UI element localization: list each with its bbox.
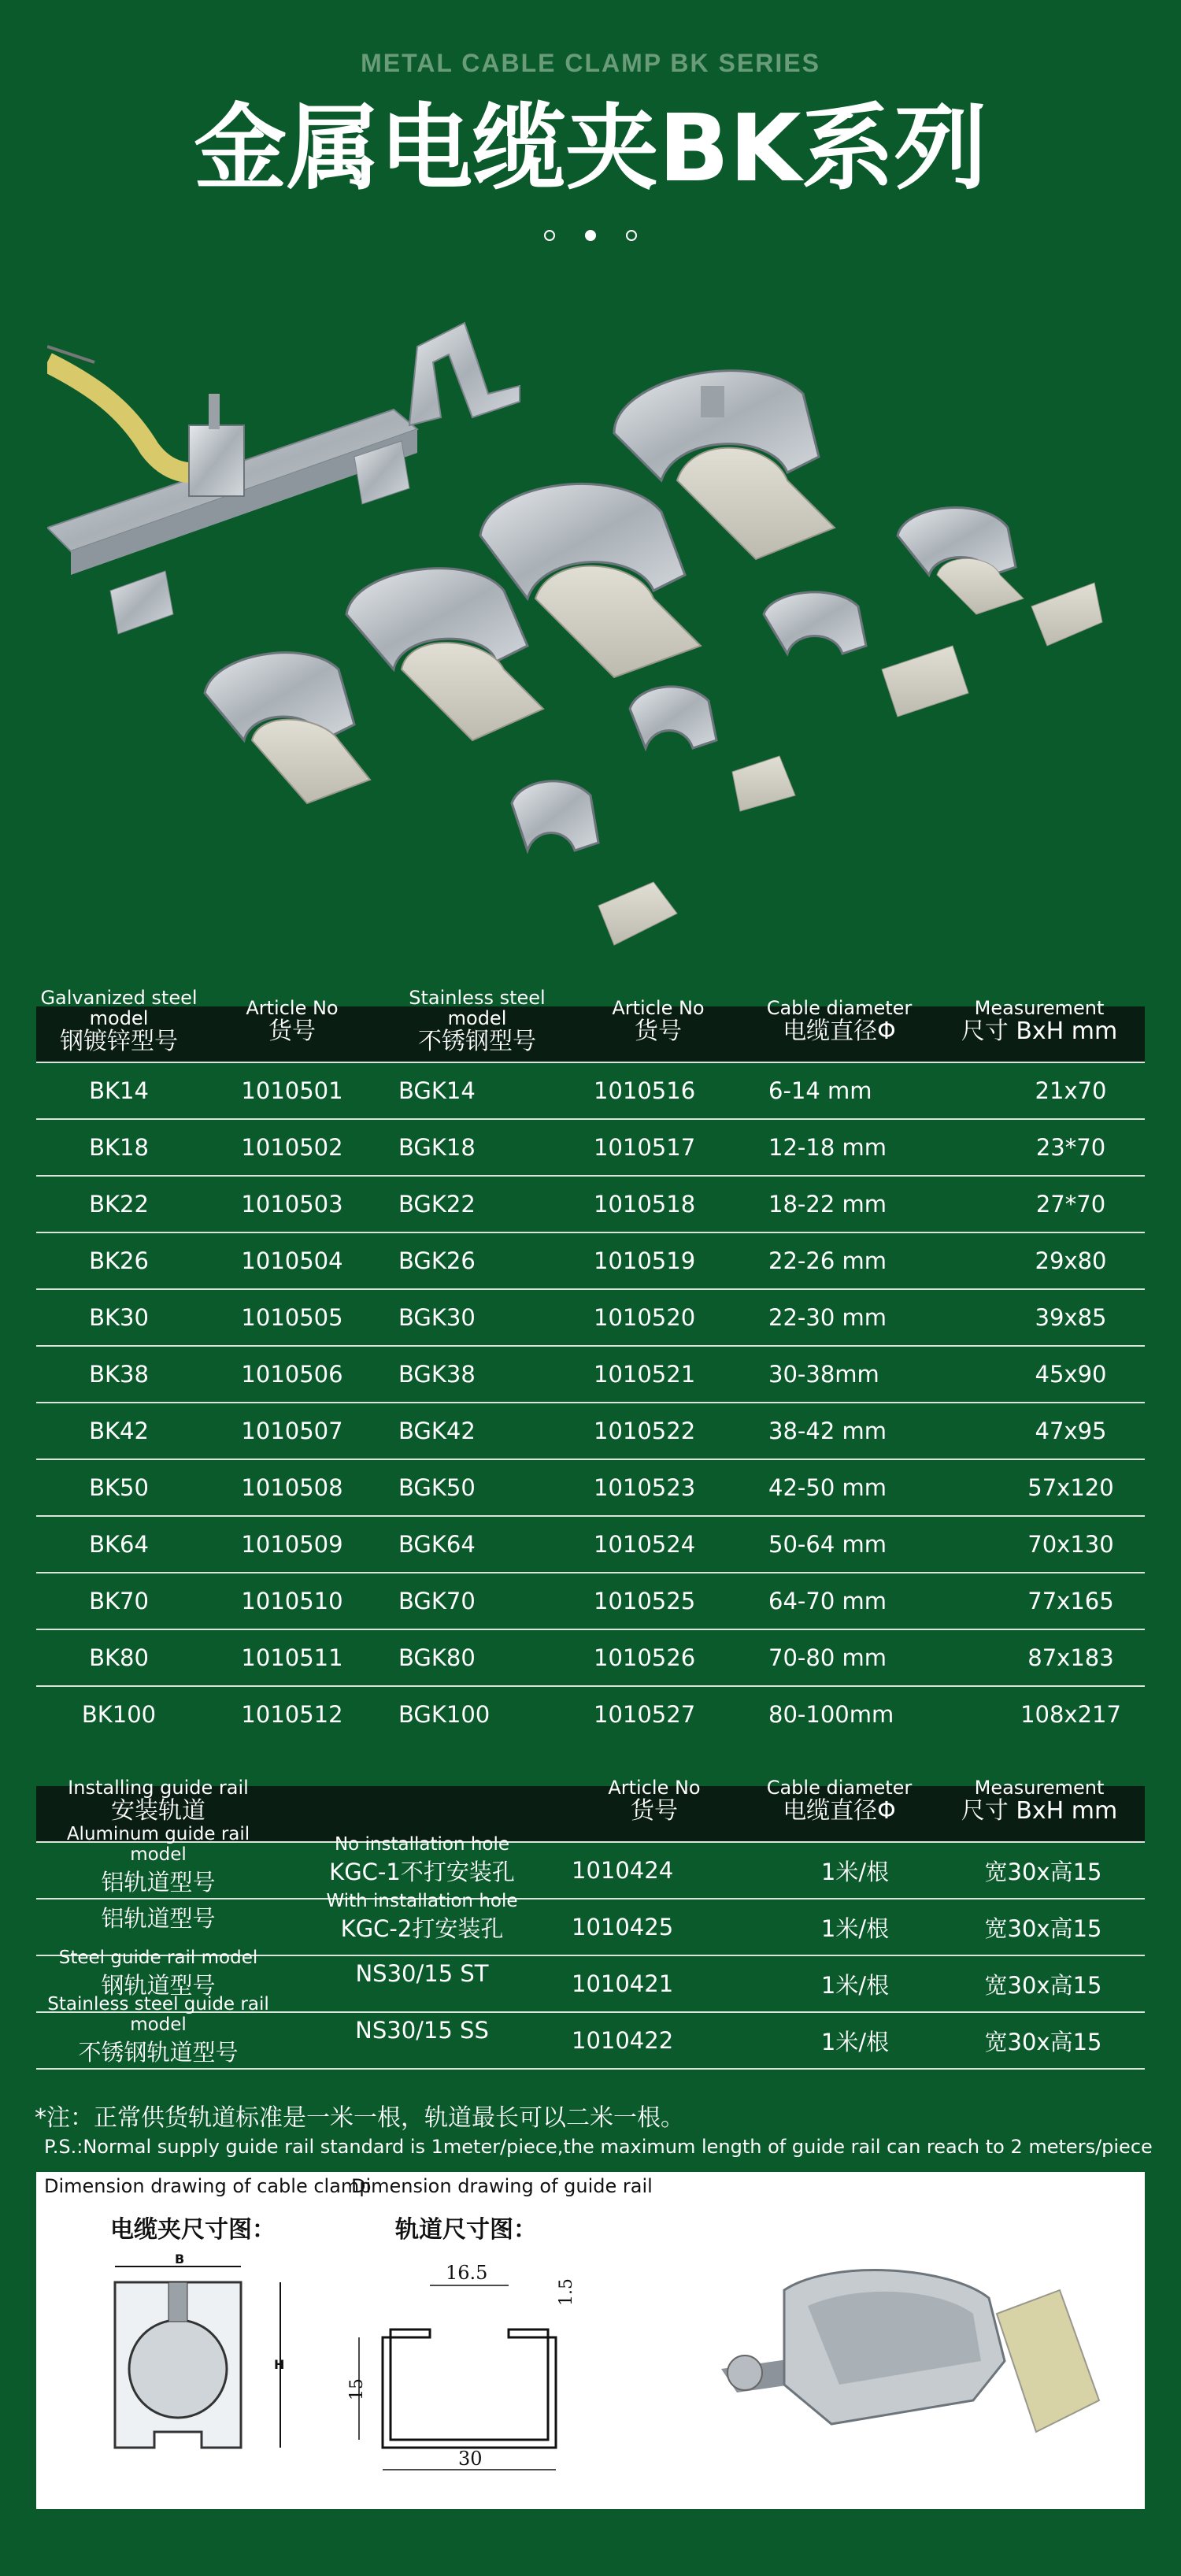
table-cell: 1010517	[572, 1119, 745, 1176]
table-cell: 6-14 mm	[745, 1062, 934, 1119]
table-cell: 38-42 mm	[745, 1403, 934, 1459]
cell-value: 宽30x高15	[984, 2028, 1102, 2055]
table-cell: BK26	[36, 1232, 202, 1289]
table-cell: 50-64 mm	[745, 1516, 934, 1573]
dimension-drawing-panel	[36, 2172, 1145, 2509]
clamp-drawing-label-cn: 电缆夹尺寸图：	[110, 2216, 276, 2244]
table-cell: 1010508	[202, 1459, 383, 1516]
table-cell: 64-70 mm	[745, 1573, 934, 1629]
cell-value: 宽30x高15	[984, 1914, 1102, 1942]
cell-value: 铝轨道型号	[101, 1868, 216, 1896]
table-cell: 1010516	[572, 1062, 745, 1119]
cell-english-label: Stainless steel guide rail model	[47, 1993, 269, 2035]
cell-value: 1010424	[572, 1857, 674, 1884]
table-cell: 57x120	[934, 1459, 1145, 1516]
table-cell: 1010523	[572, 1459, 745, 1516]
table-cell	[934, 1899, 1145, 1955]
table-row	[36, 1232, 1145, 1289]
table-cell: 1010507	[202, 1403, 383, 1459]
cell-value: 1010425	[572, 1914, 674, 1940]
table-cell: 18-22 mm	[745, 1176, 934, 1232]
cell-value: 不锈钢轨道型号	[78, 2038, 239, 2066]
table-cell: 22-30 mm	[745, 1289, 934, 1346]
table-cell: 1010501	[202, 1062, 383, 1119]
table-row	[36, 1119, 1145, 1176]
header-cell: Measurement 尺寸 BxH mm	[934, 1786, 1145, 1842]
page-subtitle: METAL CABLE CLAMP BK SERIES	[361, 49, 820, 77]
header-cell: Article No 货号	[572, 1006, 745, 1062]
table-cell: 87x183	[934, 1629, 1145, 1686]
table-cell: BK14	[36, 1062, 202, 1119]
table-cell	[280, 2012, 564, 2069]
table-row	[36, 1573, 1145, 1629]
table-cell: BK42	[36, 1403, 202, 1459]
table-cell: 45x90	[934, 1346, 1145, 1403]
table-cell: BK38	[36, 1346, 202, 1403]
table-row	[36, 2012, 1145, 2069]
cell-value: KGC-2打安装孔	[340, 1914, 504, 1942]
cable-clamp-smallest	[512, 781, 677, 945]
clamp-drawing-label-en: Dimension drawing of cable clamp	[44, 2175, 372, 2197]
table-cell: 1010525	[572, 1573, 745, 1629]
table-cell: BGK50	[383, 1459, 572, 1516]
table-cell: BGK80	[383, 1629, 572, 1686]
table-row	[36, 1842, 1145, 1899]
cell-value: 宽30x高15	[984, 1971, 1102, 1999]
rail-bracket	[409, 323, 520, 425]
rail-dimension-drawing	[335, 2251, 619, 2487]
table-cell: 77x165	[934, 1573, 1145, 1629]
dim-top-label: 16.5	[446, 2262, 488, 2284]
table-cell: BGK18	[383, 1119, 572, 1176]
rail-drawing-label-cn: 轨道尺寸图：	[395, 2216, 537, 2244]
table-row	[36, 1629, 1145, 1686]
header-cell: Measurement 尺寸 BxH mm	[934, 1006, 1145, 1062]
table-cell: 1010522	[572, 1403, 745, 1459]
cell-value: 宽30x高15	[984, 1858, 1102, 1885]
table-cell: 30-38mm	[745, 1346, 934, 1403]
table-cell	[934, 1842, 1145, 1899]
table-cell: 21x70	[934, 1062, 1145, 1119]
rail-drawing-label-en: Dimension drawing of guide rail	[351, 2175, 653, 2197]
header-cell: Article No 货号	[202, 1006, 383, 1062]
cell-english-label: No installation hole	[334, 1833, 510, 1855]
table-cell: BGK14	[383, 1062, 572, 1119]
table-cell: 1010512	[241, 1701, 343, 1728]
cell-value: 铝轨道型号	[101, 1904, 216, 1932]
table-cell: BGK100	[398, 1701, 491, 1728]
clamp-table-header	[36, 1006, 1145, 1062]
carousel-dot[interactable]	[626, 230, 637, 241]
cell-value: 钢轨道型号	[101, 1971, 216, 1999]
table-row	[36, 1346, 1145, 1403]
table-cell: BK70	[36, 1573, 202, 1629]
header-cell: Galvanized steel model 钢镀锌型号	[36, 1006, 202, 1062]
table-cell: 23*70	[934, 1119, 1145, 1176]
cable-clamp-medium	[205, 653, 370, 803]
table-cell: BGK30	[383, 1289, 572, 1346]
cable-clamp-product-photo	[47, 299, 1150, 977]
header-cell: Cable diameter 电缆直径Φ	[745, 1786, 934, 1842]
table-cell: 70x130	[934, 1516, 1145, 1573]
note-english: P.S.:Normal supply guide rail standard is 1meter/piece,the maximum length of guide rail can reach to 2 meters/piece	[44, 2136, 1153, 2158]
clamp-spec-table	[36, 987, 1145, 1742]
cell-english-label: With installation hole	[326, 1890, 518, 1911]
cell-english-label: Steel guide rail model	[58, 1947, 258, 1968]
table-cell: 1010510	[202, 1573, 383, 1629]
table-cell: BGK26	[383, 1232, 572, 1289]
table-cell: 29x80	[934, 1232, 1145, 1289]
table-cell: 1010520	[572, 1289, 745, 1346]
table-cell: 1010521	[572, 1346, 745, 1403]
dim-b-label: B	[175, 2252, 185, 2267]
dim-h-label: H	[274, 2357, 285, 2372]
table-cell	[564, 1842, 745, 1899]
cable-clamp-small	[764, 592, 968, 717]
cable-clamp-medium	[346, 569, 543, 740]
table-cell: BGK22	[383, 1176, 572, 1232]
table-cell: 1010511	[202, 1629, 383, 1686]
table-cell: 1010509	[202, 1516, 383, 1573]
table-cell: 1010504	[202, 1232, 383, 1289]
table-cell: BK100	[81, 1701, 157, 1728]
table-cell	[745, 1899, 934, 1955]
table-row	[36, 1176, 1145, 1232]
cell-value: 1米/根	[820, 2028, 890, 2055]
cell-value: 1米/根	[820, 1914, 890, 1942]
table-cell: 108x217	[1020, 1701, 1121, 1728]
table-row	[36, 1686, 1145, 1742]
cell-value: 1010422	[572, 2027, 674, 2054]
cell-value: NS30/15 ST	[355, 1960, 489, 1987]
rail-spec-table	[36, 1777, 1145, 2070]
table-row	[36, 1062, 1145, 1119]
dim-lip-label: 1.5	[557, 2278, 576, 2306]
table-cell: 1010527	[594, 1701, 696, 1728]
table-cell	[745, 2012, 934, 2069]
cell-value: 1米/根	[820, 1971, 890, 1999]
page-title: 金属电缆夹BK系列	[194, 94, 987, 202]
table-cell	[564, 1955, 745, 2012]
table-cell	[280, 1955, 564, 2012]
table-cell: BK64	[36, 1516, 202, 1573]
table-cell	[36, 1823, 280, 1899]
table-cell: 70-80 mm	[745, 1629, 934, 1686]
table-row	[36, 1516, 1145, 1573]
cell-value: 1米/根	[820, 1858, 890, 1885]
carousel-dot-active[interactable]	[585, 230, 596, 241]
cell-english-label: Aluminum guide rail model	[66, 1823, 250, 1865]
table-cell: BGK70	[383, 1573, 572, 1629]
table-cell: 1010503	[202, 1176, 383, 1232]
cell-value: NS30/15 SS	[355, 2017, 489, 2044]
table-cell: 42-50 mm	[745, 1459, 934, 1516]
table-cell	[564, 2012, 745, 2069]
table-cell: BK80	[36, 1629, 202, 1686]
table-cell: BK22	[36, 1176, 202, 1232]
table-cell: 1010506	[202, 1346, 383, 1403]
note-chinese: *注：正常供货轨道标准是一米一根，轨道最长可以二米一根。	[35, 2104, 684, 2132]
table-cell: BGK38	[383, 1346, 572, 1403]
table-row	[36, 1403, 1145, 1459]
table-cell	[36, 1993, 280, 2069]
table-cell: 80-100mm	[768, 1701, 894, 1728]
table-cell	[934, 2012, 1145, 2069]
table-cell: 1010526	[572, 1629, 745, 1686]
table-cell: BGK64	[383, 1516, 572, 1573]
header-cell: Stainless steel model 不锈钢型号	[383, 1006, 572, 1062]
table-cell: 47x95	[934, 1403, 1145, 1459]
table-row	[36, 1459, 1145, 1516]
table-cell: BK50	[36, 1459, 202, 1516]
table-cell: BGK42	[383, 1403, 572, 1459]
table-cell: 1010518	[572, 1176, 745, 1232]
table-cell	[934, 1955, 1145, 2012]
cable-clamp-small	[898, 508, 1102, 646]
header-cell: Cable diameter 电缆直径Φ	[745, 1006, 934, 1062]
table-cell: 27*70	[934, 1176, 1145, 1232]
table-row	[36, 1289, 1145, 1346]
clamp-on-rail-photo	[690, 2243, 1131, 2495]
table-cell: 22-26 mm	[745, 1232, 934, 1289]
clamp-dimension-drawing	[99, 2251, 304, 2487]
table-cell: BK18	[36, 1119, 202, 1176]
cell-value: KGC-1不打安装孔	[329, 1858, 515, 1885]
table-cell: BK30	[36, 1289, 202, 1346]
cell-value: 1010421	[572, 1970, 674, 1997]
dim-width-label: 30	[458, 2448, 483, 2470]
table-cell: 1010502	[202, 1119, 383, 1176]
cable-clamp-small	[630, 687, 795, 811]
table-cell	[564, 1899, 745, 1955]
header-cell: Article No 货号	[564, 1786, 745, 1842]
table-cell	[745, 1955, 934, 2012]
table-cell	[280, 1890, 564, 1955]
carousel-dots	[0, 230, 1181, 241]
table-cell: 1010524	[572, 1516, 745, 1573]
carousel-dot[interactable]	[544, 230, 555, 241]
table-cell: 12-18 mm	[745, 1119, 934, 1176]
table-cell: 1010519	[572, 1232, 745, 1289]
table-cell	[745, 1842, 934, 1899]
dim-height-label: 15	[347, 2378, 367, 2400]
table-cell: 1010505	[202, 1289, 383, 1346]
table-cell: 39x85	[934, 1289, 1145, 1346]
header-cell: Installing guide rail 安装轨道	[36, 1786, 280, 1842]
